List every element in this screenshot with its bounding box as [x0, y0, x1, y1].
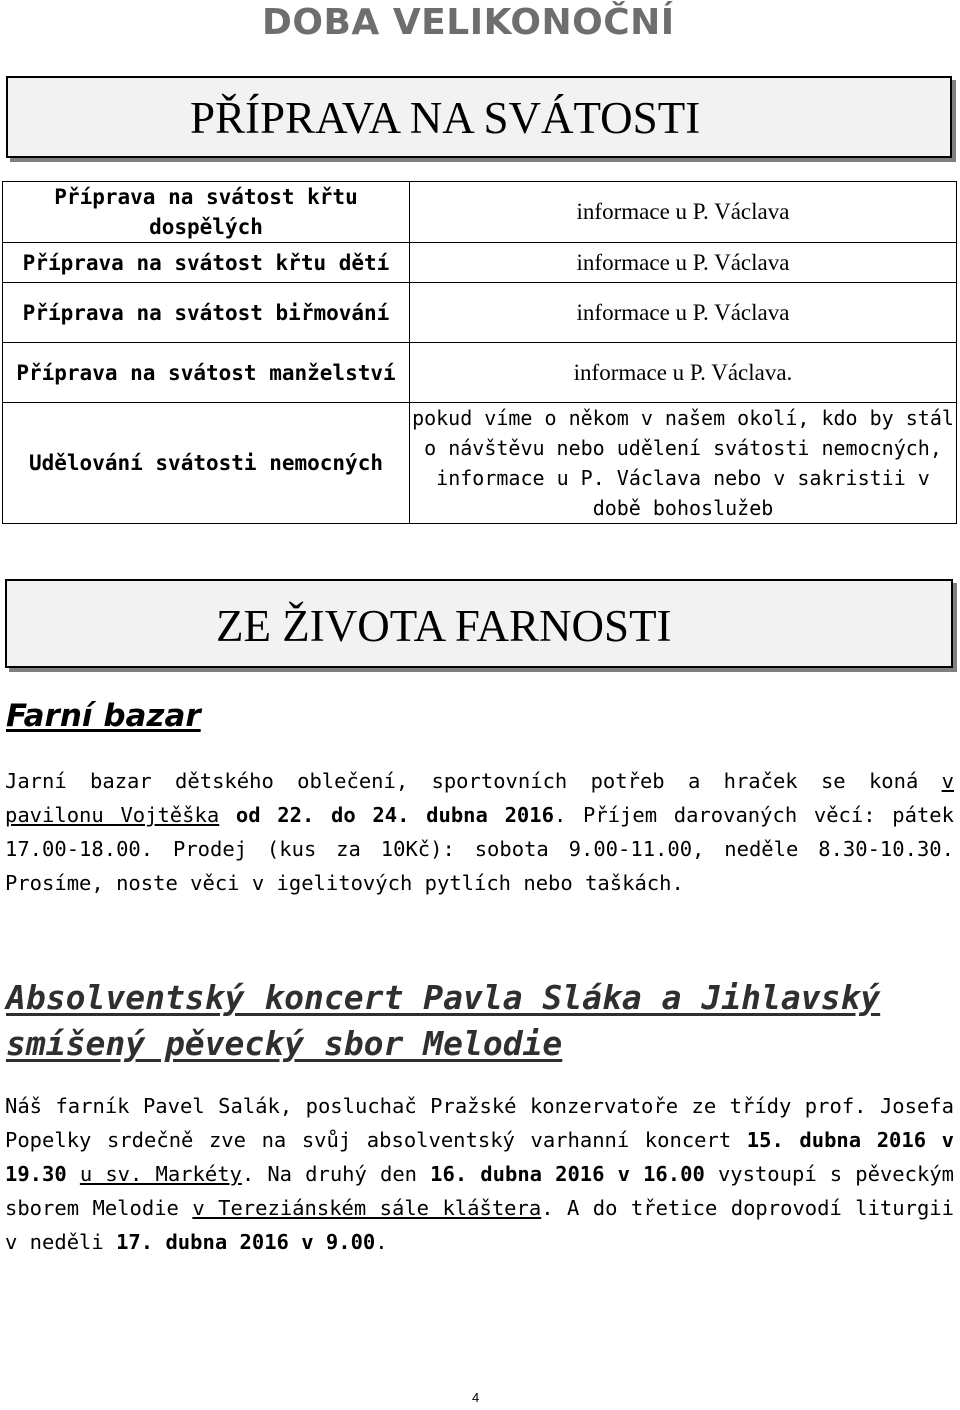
concert-date: 17. dubna 2016 v 9.00 — [116, 1230, 376, 1254]
sacrament-name: Příprava na svátost křtu dětí — [3, 243, 410, 283]
table-row — [3, 403, 957, 524]
sacrament-name: Příprava na svátost křtu dospělých — [3, 182, 410, 243]
section-title: DOBA VELIKONOČNÍ — [262, 2, 675, 43]
concert-paragraph — [5, 1089, 954, 1259]
sacrament-info: informace u P. Václava. — [410, 343, 957, 403]
bazar-text: Jarní bazar dětského oblečení, sportovních potřeb a hraček se koná — [5, 769, 942, 793]
table-row — [3, 182, 957, 243]
bazar-heading: Farní bazar — [6, 698, 201, 734]
concert-text: . Na druhý den — [241, 1162, 431, 1186]
sacrament-info: informace u P. Václava — [410, 182, 957, 243]
bazar-text: . Příjem darovaných věcí: pátek 17.00-18.00. Prodej (kus za 10Kč): sobota 9.00-11.00, neděle 8.30-10.30. Prosíme, noste věci v igelitových pytlích nebo taškách. — [5, 803, 954, 895]
sacraments-table — [2, 181, 957, 524]
parish-life-banner — [5, 579, 953, 668]
concert-text: Náš farník Pavel Salák, posluchač Pražské konzervatoře ze třídy prof. Josefa Popelky srdečně zve na svůj absolventský varhanní koncert — [5, 1094, 954, 1152]
bazar-text — [219, 803, 236, 827]
sacraments-banner — [6, 76, 952, 158]
concert-place: u sv. Markéty — [79, 1162, 242, 1186]
bazar-dates: od 22. do 24. dubna 2016 — [235, 803, 554, 827]
concert-place: v Tereziánském sále kláštera — [192, 1196, 542, 1220]
sacrament-info: informace u P. Václava — [410, 283, 957, 343]
page-number: 4 — [472, 1390, 480, 1405]
concert-text: . A do třetice doprovodí liturgii v neděli — [5, 1196, 954, 1254]
concert-heading: Absolventský koncert Pavla Sláka a Jihlavský smíšený pěvecký sbor Melodie — [6, 978, 881, 1063]
concert-date: 15. dubna 2016 v 19.30 — [5, 1128, 954, 1186]
sacrament-info: informace u P. Václava — [410, 243, 957, 283]
concert-text: vystoupí s pěveckým sborem Melodie — [5, 1162, 955, 1220]
concert-text — [67, 1162, 80, 1186]
table-row — [3, 243, 957, 283]
parish-life-banner-title: ZE ŽIVOTA FARNOSTI — [216, 601, 672, 651]
table-row — [3, 343, 957, 403]
sacrament-name: Udělování svátosti nemocných — [3, 403, 410, 524]
sacraments-banner-title: PŘÍPRAVA NA SVÁTOSTI — [190, 93, 701, 143]
concert-text: . — [375, 1230, 388, 1254]
bazar-place: v pavilonu Vojtěška — [5, 769, 954, 827]
bazar-paragraph — [5, 764, 954, 900]
sacrament-name: Příprava na svátost manželství — [3, 343, 410, 403]
table-row — [3, 283, 957, 343]
sacrament-name: Příprava na svátost biřmování — [3, 283, 410, 343]
sacrament-info: pokud víme o někom v našem okolí, kdo by stál o návštěvu nebo udělení svátosti nemocných, informace u P. Václava nebo v sakristii v době bohoslužeb — [410, 403, 957, 524]
concert-date: 16. dubna 2016 v 16.00 — [430, 1162, 705, 1186]
